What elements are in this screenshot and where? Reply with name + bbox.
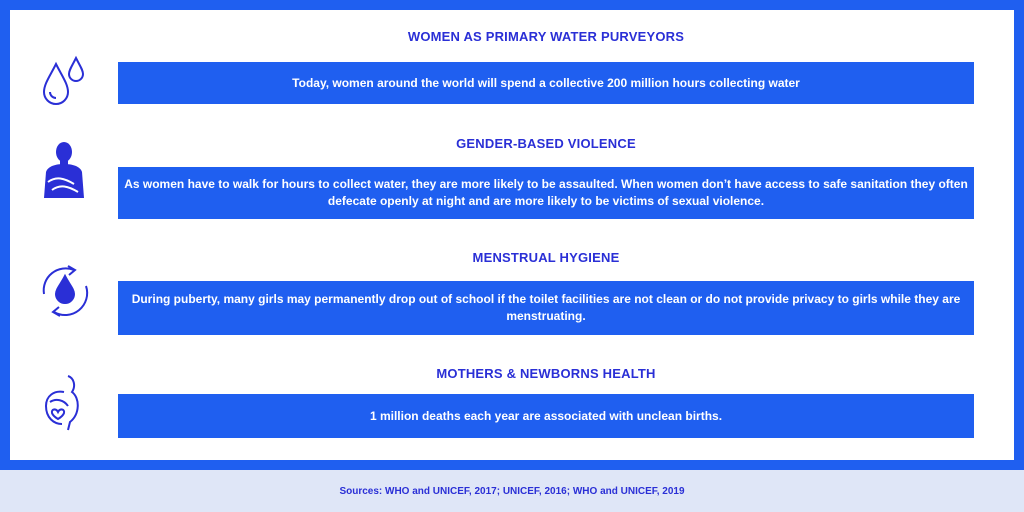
section-title: WOMEN AS PRIMARY WATER PURVEYORS <box>407 29 685 44</box>
section-text-box: During puberty, many girls may permanently drop out of school if the toilet facilities are not clean or do not provide privacy to girls while they are menstruating. <box>118 281 974 335</box>
content-panel <box>10 10 1014 460</box>
section-title: MOTHERS & NEWBORNS HEALTH <box>436 366 656 381</box>
sources-footer: Sources: WHO and UNICEF, 2017; UNICEF, 2016; WHO and UNICEF, 2019 <box>339 485 685 497</box>
section-title: GENDER-BASED VIOLENCE <box>456 136 636 151</box>
woman-embraced-icon <box>34 140 94 200</box>
water-drops-icon <box>34 52 94 112</box>
section-text-box: 1 million deaths each year are associated with unclean births. <box>118 394 974 438</box>
drop-cycle-icon <box>34 260 94 320</box>
section-title: MENSTRUAL HYGIENE <box>472 250 620 265</box>
section-text-box: Today, women around the world will spend a collective 200 million hours collecting water <box>118 62 974 104</box>
section-text-box: As women have to walk for hours to collect water, they are more likely to be assaulted. When women don’t have access to safe sanitation they often defecate openly at night and are more likely to be victims of sexual violence. <box>118 167 974 219</box>
pregnant-woman-icon <box>34 372 94 432</box>
